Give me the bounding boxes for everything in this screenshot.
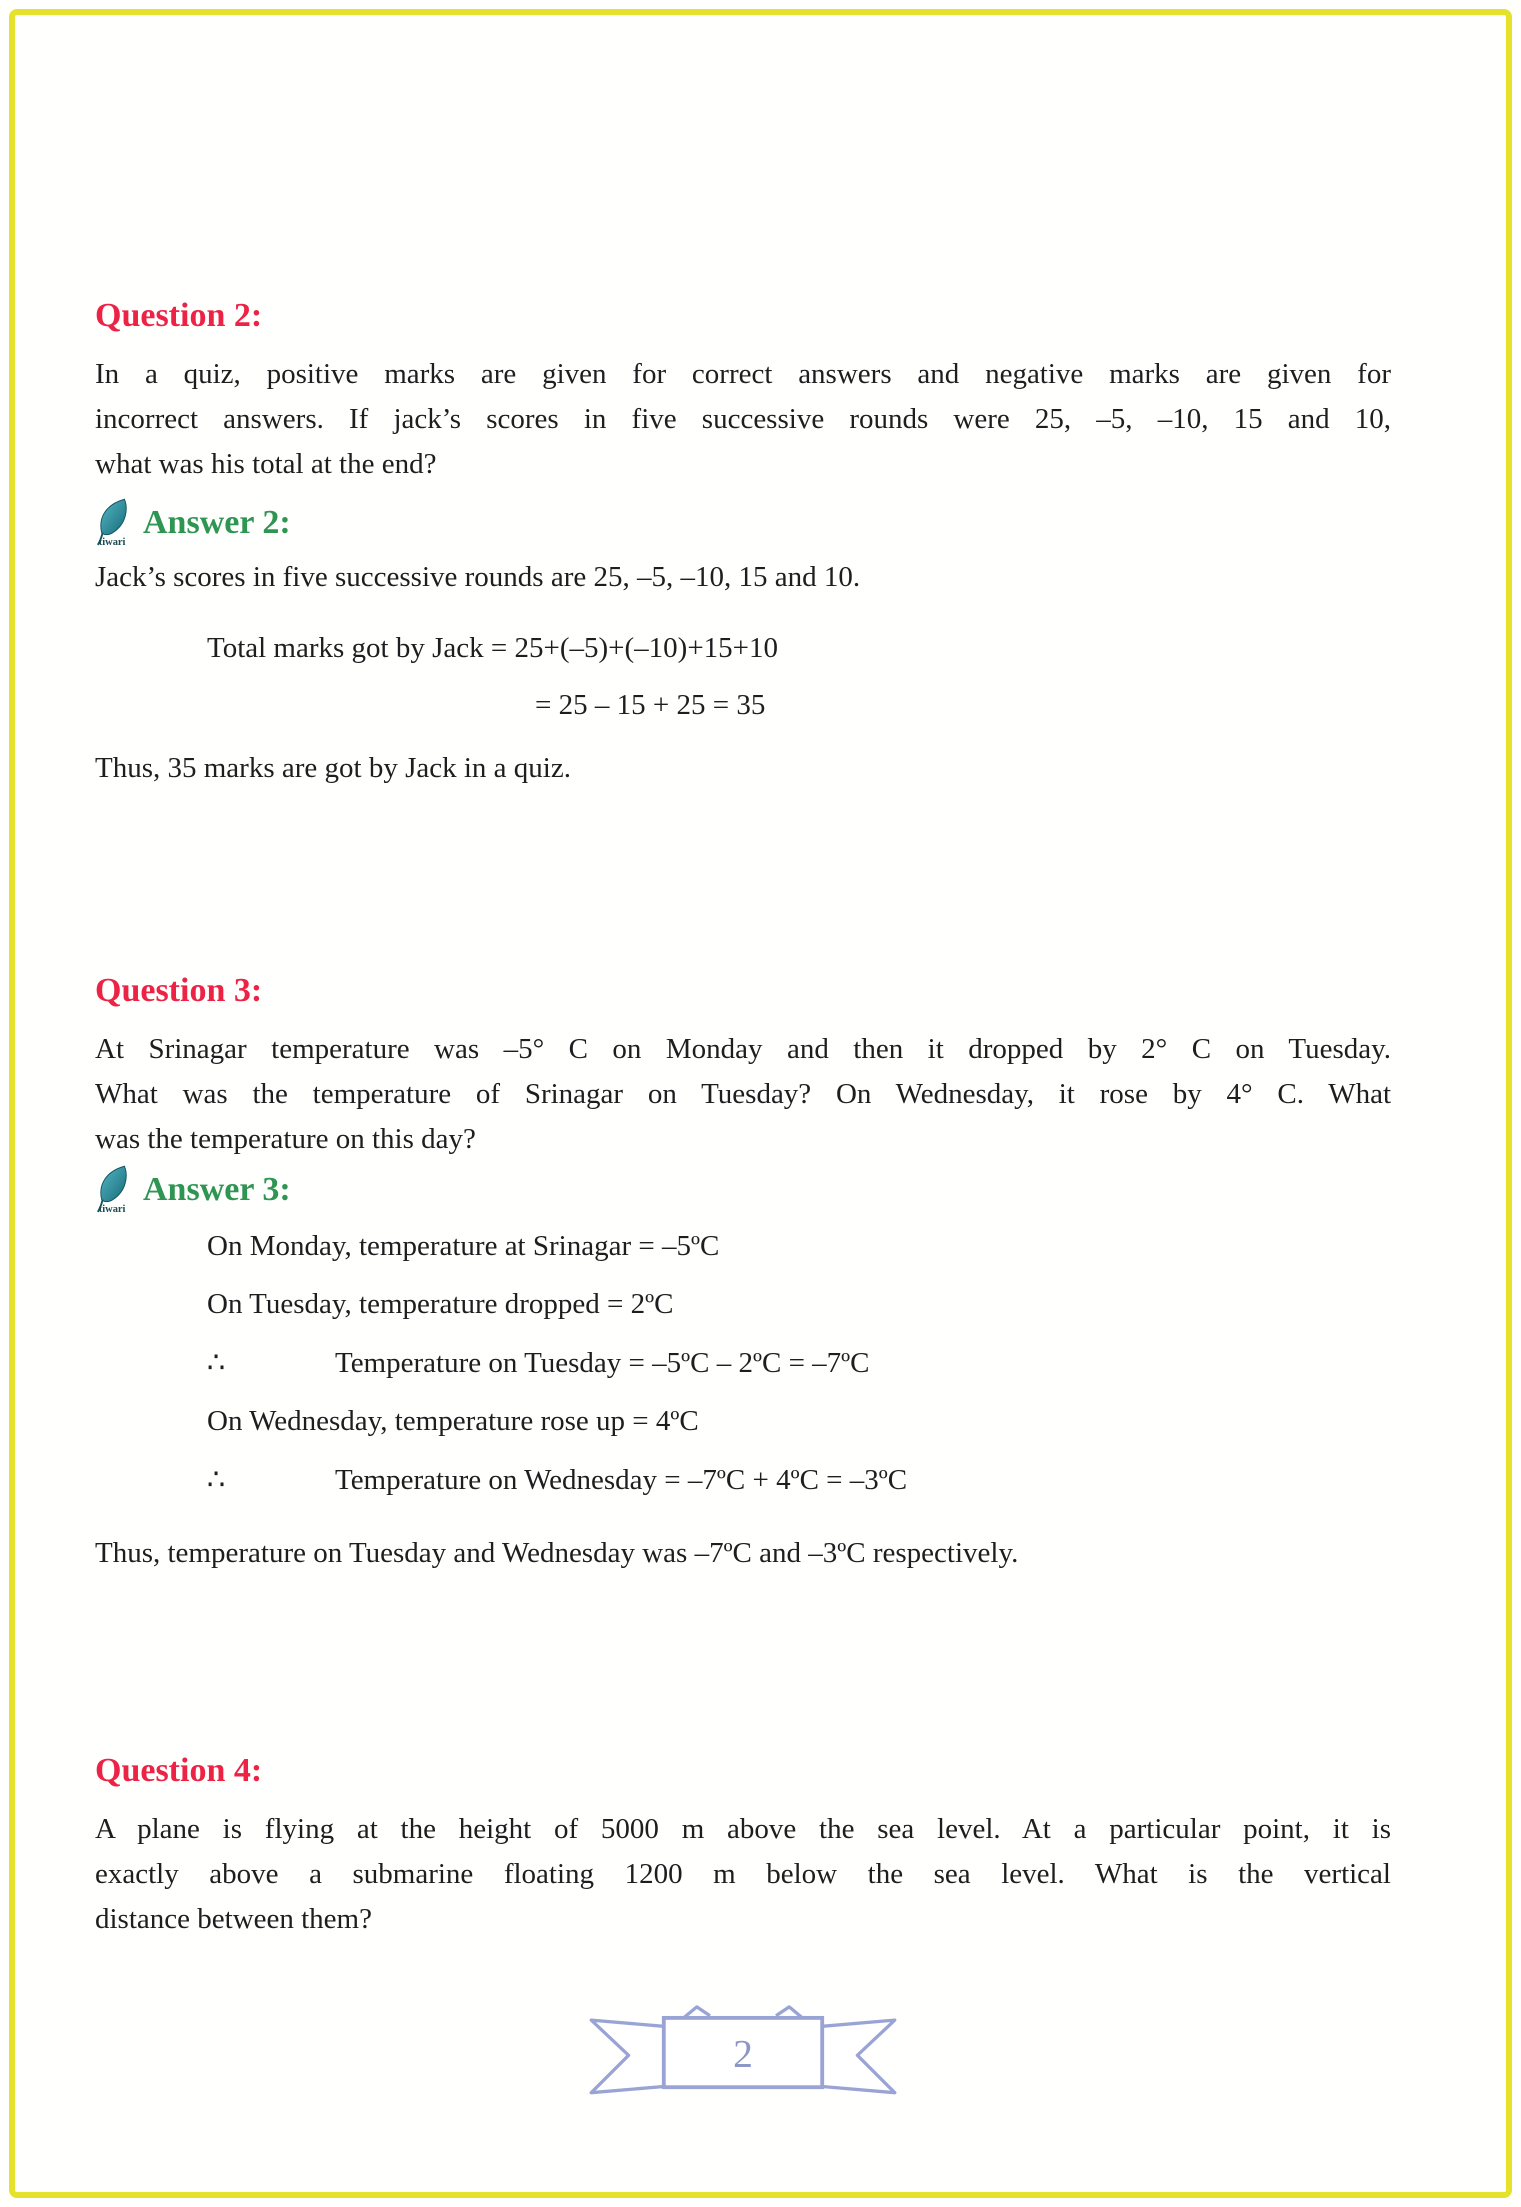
answer-2-conclusion: Thus, 35 marks are got by Jack in a quiz. [95, 752, 571, 784]
answer-2-math-line-1: Total marks got by Jack = 25+(–5)+(–10)+15+10 [207, 632, 779, 664]
answer-3-heading: Answer 3: [143, 1171, 291, 1208]
answer-3-conclusion: Thus, temperature on Tuesday and Wednesday was –7ºC and –3ºC respectively. [95, 1537, 1019, 1569]
answer-3-steps [95, 1224, 1391, 1503]
answer-3-step: On Tuesday, temperature dropped = 2ºC [207, 1288, 674, 1320]
question-3-line: At Srinagar temperature was –5° C on Monday and then it dropped by 2° C on Tuesday. [95, 1033, 1391, 1065]
question-3-paragraph [95, 1027, 1391, 1162]
answer-2-math-line-2: = 25 – 15 + 25 = 35 [535, 689, 766, 721]
tiwari-logo-icon [95, 1164, 133, 1216]
page-number: 2 [733, 2031, 753, 2076]
tiwari-logo-icon [95, 497, 133, 549]
answer-3-step: On Wednesday, temperature rose up = 4ºC [207, 1405, 699, 1437]
question-3-heading: Question 3: [95, 972, 263, 1009]
question-2-line: In a quiz, positive marks are given for correct answers and negative marks are given for [95, 358, 1391, 390]
question-2-paragraph [95, 352, 1391, 487]
therefore-symbol: ∴ [207, 1345, 226, 1379]
answer-3-heading-row [95, 1164, 1391, 1216]
question-4-line: exactly above a submarine floating 1200 m below the sea level. What is the vertical [95, 1858, 1391, 1890]
therefore-symbol: ∴ [207, 1462, 226, 1496]
question-2-line: incorrect answers. If jack’s scores in five successive rounds were 25, –5, –10, 15 and 10, [95, 403, 1391, 435]
tiwari-logo-text: tiwari [98, 1203, 126, 1215]
question-4-line: A plane is flying at the height of 5000 m above the sea level. At a particular point, it is [95, 1813, 1391, 1845]
question-4-line: distance between them? [95, 1903, 372, 1935]
question-4-paragraph [95, 1807, 1391, 1942]
answer-3-step [95, 1340, 1391, 1386]
question-4-heading: Question 4: [95, 1752, 263, 1789]
answer-3-step-text: Temperature on Wednesday = –7ºC + 4ºC = –3ºC [335, 1464, 908, 1496]
question-3-line: was the temperature on this day? [95, 1123, 476, 1155]
answer-2-heading-row [95, 497, 1391, 549]
question-3-line: What was the temperature of Srinagar on Tuesday? On Wednesday, it rose by 4° C. What [95, 1078, 1391, 1110]
answer-2-heading: Answer 2: [143, 504, 291, 541]
page-content [95, 0, 1391, 2102]
answer-3-step [95, 1457, 1391, 1503]
answer-2-intro: Jack’s scores in five successive rounds are 25, –5, –10, 15 and 10. [95, 561, 861, 593]
question-2-heading: Question 2: [95, 297, 263, 334]
page-number-ribbon [578, 2002, 908, 2102]
answer-3-step: On Monday, temperature at Srinagar = –5ºC [207, 1230, 720, 1262]
answer-3-step-text: Temperature on Tuesday = –5ºC – 2ºC = –7ºC [335, 1347, 870, 1379]
question-2-line: what was his total at the end? [95, 448, 437, 480]
ribbon-banner-icon [578, 2002, 908, 2102]
tiwari-logo-text: tiwari [98, 536, 126, 548]
